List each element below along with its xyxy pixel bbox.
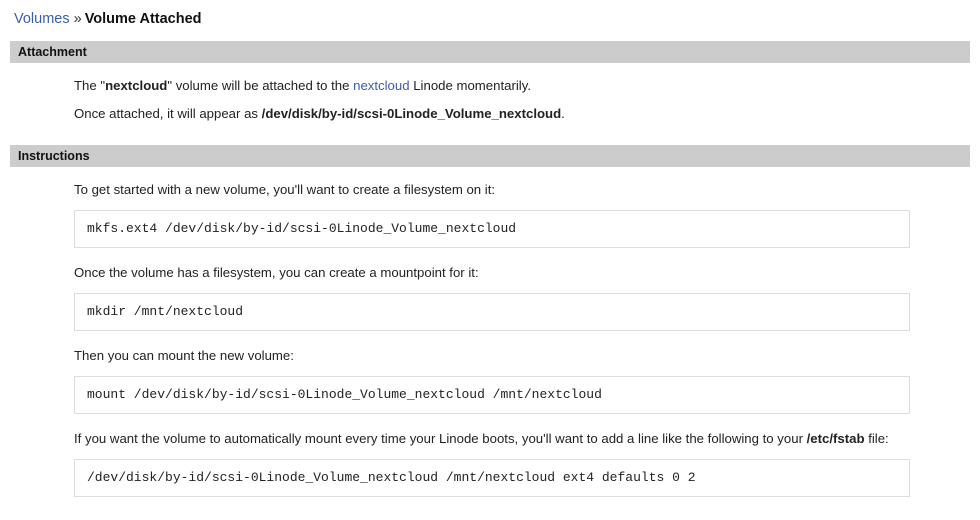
attachment-line-1 bbox=[74, 77, 910, 95]
section-header-instructions: Instructions bbox=[10, 145, 970, 167]
attachment-line-2 bbox=[74, 105, 910, 123]
attachment-line-1-pre: The " bbox=[74, 78, 106, 93]
instruction-step-text: Then you can mount the new volume: bbox=[74, 348, 294, 363]
instruction-step bbox=[74, 264, 910, 331]
command-box[interactable]: mount /dev/disk/by-id/scsi-0Linode_Volume_nextcloud /mnt/nextcloud bbox=[74, 376, 910, 414]
instruction-step-text: To get started with a new volume, you'll want to create a filesystem on it: bbox=[74, 182, 496, 197]
command-box[interactable]: /dev/disk/by-id/scsi-0Linode_Volume_nextcloud /mnt/nextcloud ext4 defaults 0 2 bbox=[74, 459, 910, 497]
section-header-attachment: Attachment bbox=[10, 41, 970, 63]
instruction-step bbox=[74, 181, 910, 248]
attachment-device-path: /dev/disk/by-id/scsi-0Linode_Volume_nextcloud bbox=[261, 106, 562, 121]
breadcrumb bbox=[0, 0, 980, 36]
fstab-text-post: file: bbox=[864, 431, 889, 446]
attachment-line-2-post: . bbox=[561, 106, 565, 121]
attachment-volume-name: nextcloud bbox=[105, 78, 168, 93]
instruction-step bbox=[74, 430, 910, 497]
section-spacer bbox=[0, 123, 980, 145]
attachment-line-2-pre: Once attached, it will appear as bbox=[74, 106, 262, 121]
breadcrumb-link-volumes[interactable]: Volumes bbox=[14, 11, 70, 27]
fstab-path: /etc/fstab bbox=[806, 431, 865, 446]
instructions-section-body bbox=[0, 167, 980, 497]
instruction-step bbox=[74, 347, 910, 414]
command-box[interactable]: mkfs.ext4 /dev/disk/by-id/scsi-0Linode_Volume_nextcloud bbox=[74, 210, 910, 248]
fstab-text-pre: If you want the volume to automatically mount every time your Linode boots, you'll want to add a line like the following to your bbox=[74, 431, 807, 446]
breadcrumb-current: Volume Attached bbox=[84, 11, 202, 27]
instruction-step-text bbox=[74, 430, 910, 448]
breadcrumb-separator: » bbox=[73, 11, 82, 27]
attachment-line-1-post: Linode momentarily. bbox=[409, 78, 531, 93]
instruction-step-text: Once the volume has a filesystem, you can create a mountpoint for it: bbox=[74, 265, 479, 280]
attachment-section-body bbox=[0, 63, 980, 123]
attachment-line-1-mid: " volume will be attached to the bbox=[167, 78, 354, 93]
command-box[interactable]: mkdir /mnt/nextcloud bbox=[74, 293, 910, 331]
linode-link-nextcloud[interactable]: nextcloud bbox=[353, 78, 410, 93]
